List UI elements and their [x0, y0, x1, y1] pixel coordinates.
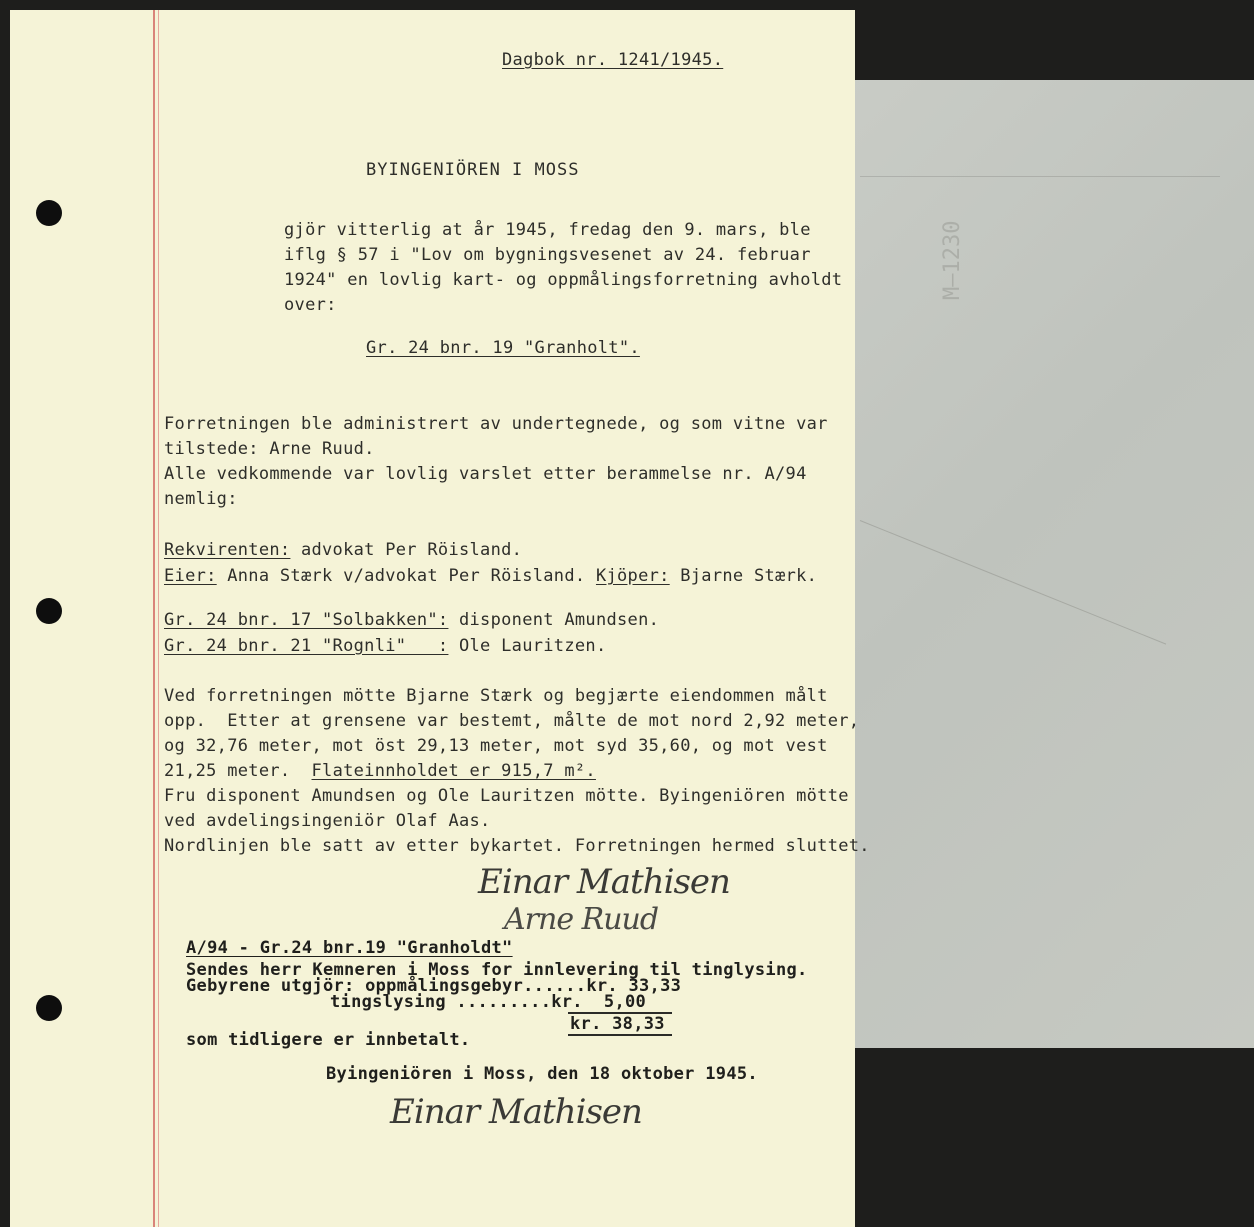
paid-note: som tidligere er innbetalt. — [186, 1030, 471, 1050]
stamp-instruction: Sendes herr Kemneren i Moss for innlevering til tinglysing. — [186, 960, 808, 980]
intro-line: 1924" en lovlig kart- og oppmålingsforretning avholdt — [284, 270, 843, 290]
fee-total: kr. 38,33 — [570, 1014, 665, 1034]
signature-witness: Arne Ruud — [504, 902, 659, 937]
punch-hole — [36, 995, 62, 1021]
measurement-line: Ved forretningen mötte Bjarne Stærk og begjærte eiendommen målt — [164, 686, 828, 706]
closing-line: Nordlinjen ble satt av etter bykartet. Forretningen hermed sluttet. — [164, 836, 870, 856]
requester-value: advokat Per Röisland. — [290, 540, 523, 560]
signature-engineer: Einar Mathisen — [478, 862, 730, 902]
fee-survey: oppmålingsgebyr......kr. 33,33 — [365, 976, 682, 996]
neighbor-line — [164, 610, 659, 630]
neighbor-label: Gr. 24 bnr. 17 "Solbakken": — [164, 610, 449, 630]
authority-title: BYINGENIÖREN I MOSS — [366, 160, 580, 180]
neighbor-value: Ole Lauritzen. — [448, 636, 607, 656]
fees-label: Gebyrene utgjör: — [186, 976, 355, 996]
fee-registration: tingslysing .........kr. 5,00 — [330, 992, 647, 1012]
margin-line — [153, 10, 155, 1227]
admin-line: Forretningen ble administrert av undertegnede, og som vitne var — [164, 414, 828, 434]
admin-line: tilstede: Arne Ruud. — [164, 439, 375, 459]
admin-line: Alle vedkommende var lovlig varslet etter berammelse nr. A/94 — [164, 464, 807, 484]
measurement-end: 21,25 meter. — [164, 761, 312, 781]
buyer-label: Kjöper: — [595, 566, 670, 586]
requester-label: Rekvirenten: — [164, 540, 291, 560]
measurement-line: og 32,76 meter, mot öst 29,13 meter, mot syd 35,60, og mot vest — [164, 736, 828, 756]
intro-line: over: — [284, 295, 337, 315]
margin-line-inner — [158, 10, 159, 1227]
owner-line — [164, 566, 817, 586]
intro-line: gjör vitterlig at år 1945, fredag den 9. mars, ble — [284, 220, 811, 240]
faint-stamp-mark: M–1230 — [940, 220, 965, 300]
neighbor-value: disponent Amundsen. — [448, 610, 660, 630]
measurement-line: opp. Etter at grensene var bestemt, målte de mot nord 2,92 meter, — [164, 711, 860, 731]
faint-rule — [860, 176, 1220, 177]
journal-number: Dagbok nr. 1241/1945. — [502, 50, 724, 70]
total-rule — [568, 1034, 672, 1036]
neighbor-line — [164, 636, 606, 656]
area-statement: Flateinnholdet er 915,7 m². — [311, 761, 596, 781]
stamp-reference: A/94 - Gr.24 bnr.19 "Granholdt" — [186, 938, 513, 958]
neighbor-label: Gr. 24 bnr. 21 "Rognli" : — [164, 636, 449, 656]
measurement-line — [164, 761, 596, 781]
owner-value: Anna Stærk v/advokat Per Röisland. — [216, 566, 596, 586]
admin-line: nemlig: — [164, 489, 238, 509]
background-sheet — [820, 80, 1254, 1048]
document-page — [10, 10, 870, 1227]
closing-line: Fru disponent Amundsen og Ole Lauritzen mötte. Byingeniören mötte — [164, 786, 849, 806]
closing-line: ved avdelingsingeniör Olaf Aas. — [164, 811, 491, 831]
signature-final: Einar Mathisen — [390, 1092, 642, 1132]
place-date: Byingeniören i Moss, den 18 oktober 1945. — [326, 1064, 758, 1084]
property-heading: Gr. 24 bnr. 19 "Granholt". — [366, 338, 640, 358]
owner-label: Eier: — [164, 566, 217, 586]
punch-hole — [36, 200, 62, 226]
requester-line — [164, 540, 522, 560]
buyer-value: Bjarne Stærk. — [669, 566, 818, 586]
punch-hole — [36, 598, 62, 624]
intro-line: iflg § 57 i "Lov om bygningsvesenet av 24. februar — [284, 245, 811, 265]
paper-crease — [860, 520, 1166, 645]
